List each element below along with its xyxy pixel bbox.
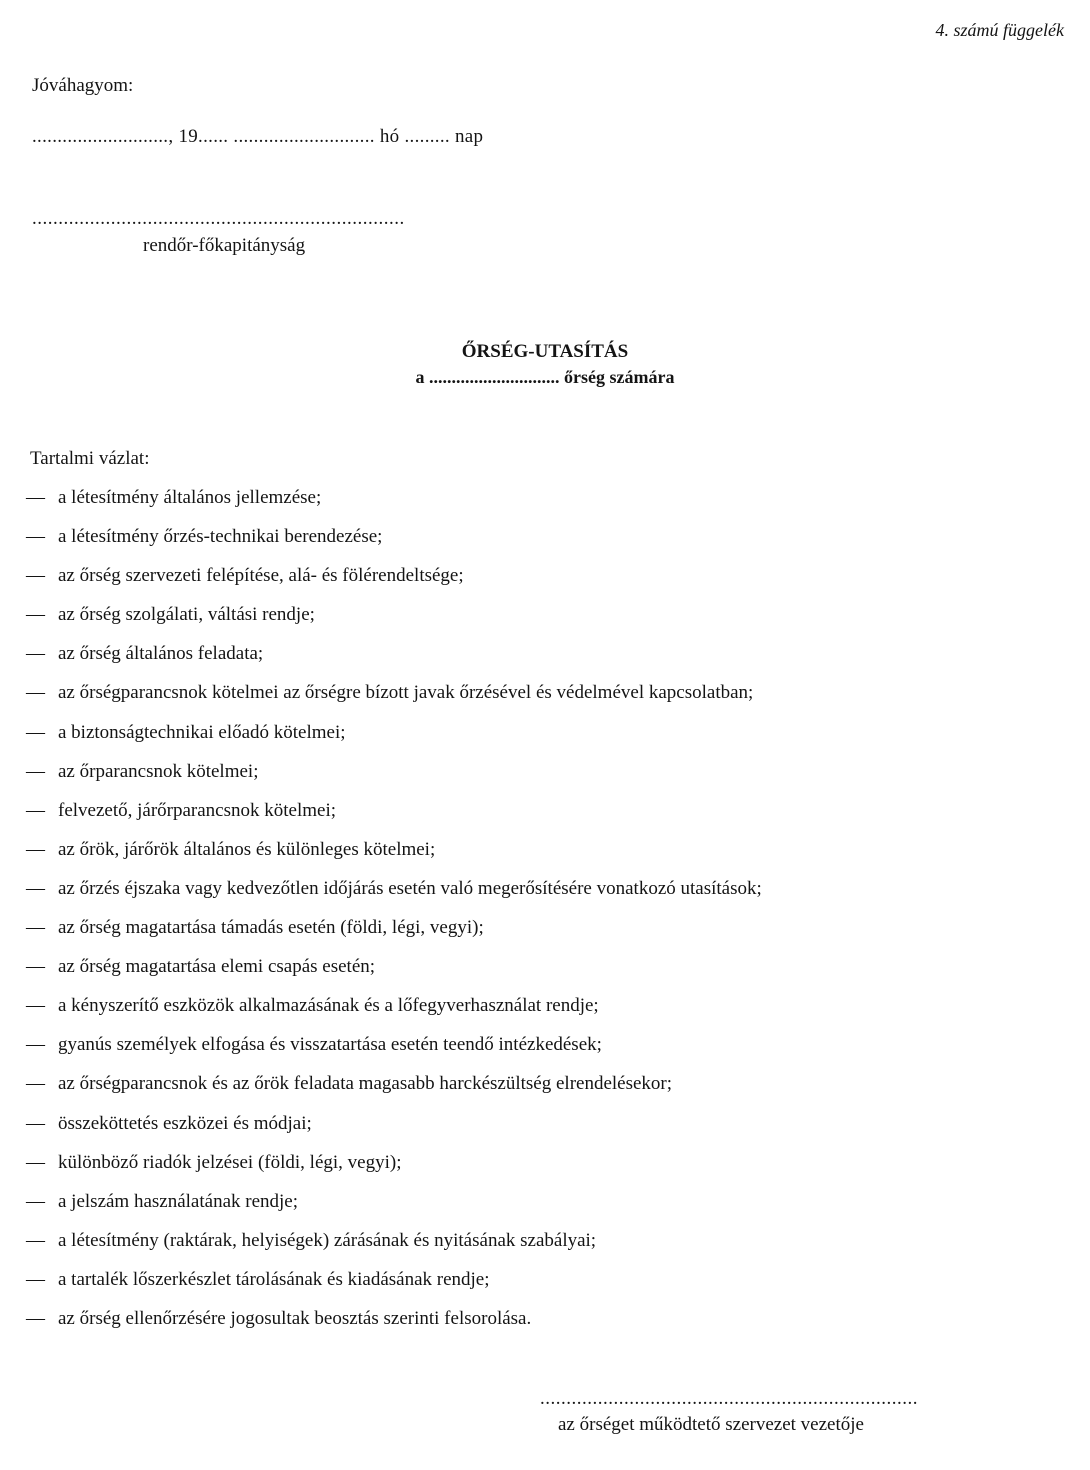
outline-item-dash: —	[26, 487, 45, 508]
outline-item-text: gyanús személyek elfogása és visszatartása esetén teendő intézkedések;	[58, 1034, 602, 1056]
outline-item-text: a jelszám használatának rendje;	[58, 1190, 299, 1212]
outline-item	[26, 1228, 762, 1267]
outline-item-dash: —	[26, 565, 45, 587]
outline-item-dash: —	[26, 1151, 45, 1173]
outline-list	[26, 485, 762, 1345]
outline-item-dash: —	[26, 526, 45, 548]
outline-item-dash: —	[26, 1034, 45, 1056]
outline-item	[26, 915, 762, 954]
outline-item-dash: —	[26, 682, 45, 704]
outline-item-dash: —	[26, 917, 45, 939]
outline-item-dash: —	[26, 721, 45, 743]
outline-item	[26, 954, 762, 993]
outline-item-text: az őrség ellenőrzésére jogosultak beosztás szerinti felsorolása.	[58, 1307, 532, 1329]
outline-item	[26, 1111, 762, 1150]
outline-item-text: a tartalék lőszerkészlet tárolásának és kiadásának rendje;	[58, 1268, 490, 1290]
outline-item	[26, 680, 762, 719]
outline-item-dash: —	[26, 1229, 45, 1251]
outline-item	[26, 876, 762, 915]
outline-item-text: az őrség szervezeti felépítése, alá- és fölérendeltsége;	[58, 565, 464, 587]
outline-item-dash: —	[26, 1112, 45, 1134]
outline-item-dash: —	[26, 760, 45, 782]
outline-item-dash: —	[26, 1190, 45, 1212]
outline-item-text: az őrség általános feladata;	[58, 643, 264, 665]
approval-authority: rendőr-főkapitányság	[143, 235, 306, 256]
outline-item	[26, 1189, 762, 1228]
outline-item	[26, 1071, 762, 1110]
appendix-label: 4. számú függelék	[935, 20, 1064, 40]
outline-item-dash: —	[26, 956, 45, 978]
outline-item-text: az őrzés éjszaka vagy kedvezőtlen időjárás esetén való megerősítésére vonatkozó utasítások;	[58, 877, 762, 899]
outline-item-text: az őrségparancsnok és az őrök feladata magasabb harckészültség elrendelésekor;	[58, 1073, 673, 1095]
outline-item-dash: —	[26, 643, 45, 665]
outline-item-text: a biztonságtechnikai előadó kötelmei;	[58, 721, 346, 743]
approval-signature-line: .......................................................................	[32, 208, 405, 229]
outline-item-dash: —	[26, 838, 45, 860]
outline-item	[26, 798, 762, 837]
signer-title: az őrséget működtető szervezet vezetője	[558, 1414, 864, 1435]
outline-item	[26, 837, 762, 876]
outline-item-text: összeköttetés eszközei és módjai;	[58, 1112, 312, 1134]
document-subtitle	[0, 367, 1090, 388]
outline-item-dash: —	[26, 1073, 45, 1095]
document-title: ŐRSÉG-UTASÍTÁS	[461, 341, 629, 362]
outline-item	[26, 602, 762, 641]
outline-item	[26, 759, 762, 798]
outline-item	[26, 485, 762, 524]
outline-item	[26, 1306, 762, 1345]
outline-item-text: a létesítmény (raktárak, helyiségek) zárásának és nyitásának szabályai;	[58, 1229, 597, 1251]
outline-item-dash: —	[26, 604, 45, 626]
outline-item-text: az őrség magatartása támadás esetén (földi, légi, vegyi);	[58, 917, 484, 939]
outline-label: Tartalmi vázlat:	[30, 448, 150, 469]
outline-item	[26, 563, 762, 602]
outline-item	[26, 993, 762, 1032]
outline-item-dash: —	[26, 877, 45, 899]
outline-item-text: különböző riadók jelzései (földi, légi, vegyi);	[58, 1151, 402, 1173]
signature-line: ........................................................................	[540, 1388, 918, 1409]
document-subtitle-text: a ............................. őrség számára	[415, 367, 675, 387]
outline-item-text: a létesítmény őrzés-technikai berendezése;	[58, 526, 383, 548]
outline-item-dash: —	[26, 1307, 45, 1329]
outline-item-text: az őrség magatartása elemi csapás esetén;	[58, 956, 376, 978]
approval-date-line: ..........................., 19...... ............................ hó ......... nap	[32, 126, 484, 147]
approval-label: Jóváhagyom:	[32, 75, 134, 96]
outline-item-text: felvezető, járőrparancsnok kötelmei;	[58, 799, 337, 821]
outline-item-text: az őrparancsnok kötelmei;	[58, 760, 259, 782]
outline-item	[26, 524, 762, 563]
outline-item-dash: —	[26, 799, 45, 821]
outline-item	[26, 1032, 762, 1071]
outline-item	[26, 641, 762, 680]
outline-item-dash: —	[26, 1268, 45, 1290]
outline-item-text: az őrök, járőrök általános és különleges kötelmei;	[58, 838, 436, 860]
outline-item-text: a kényszerítő eszközök alkalmazásának és a lőfegyverhasználat rendje;	[58, 995, 599, 1017]
outline-item-text: az őrségparancsnok kötelmei az őrségre bízott javak őrzésével és védelmével kapcsolatban;	[58, 682, 754, 704]
outline-item	[26, 1150, 762, 1189]
outline-item-text: a létesítmény általános jellemzése;	[58, 487, 322, 508]
outline-item-text: az őrség szolgálati, váltási rendje;	[58, 604, 315, 626]
outline-item-dash: —	[26, 995, 45, 1017]
outline-item	[26, 1267, 762, 1306]
outline-item	[26, 720, 762, 759]
